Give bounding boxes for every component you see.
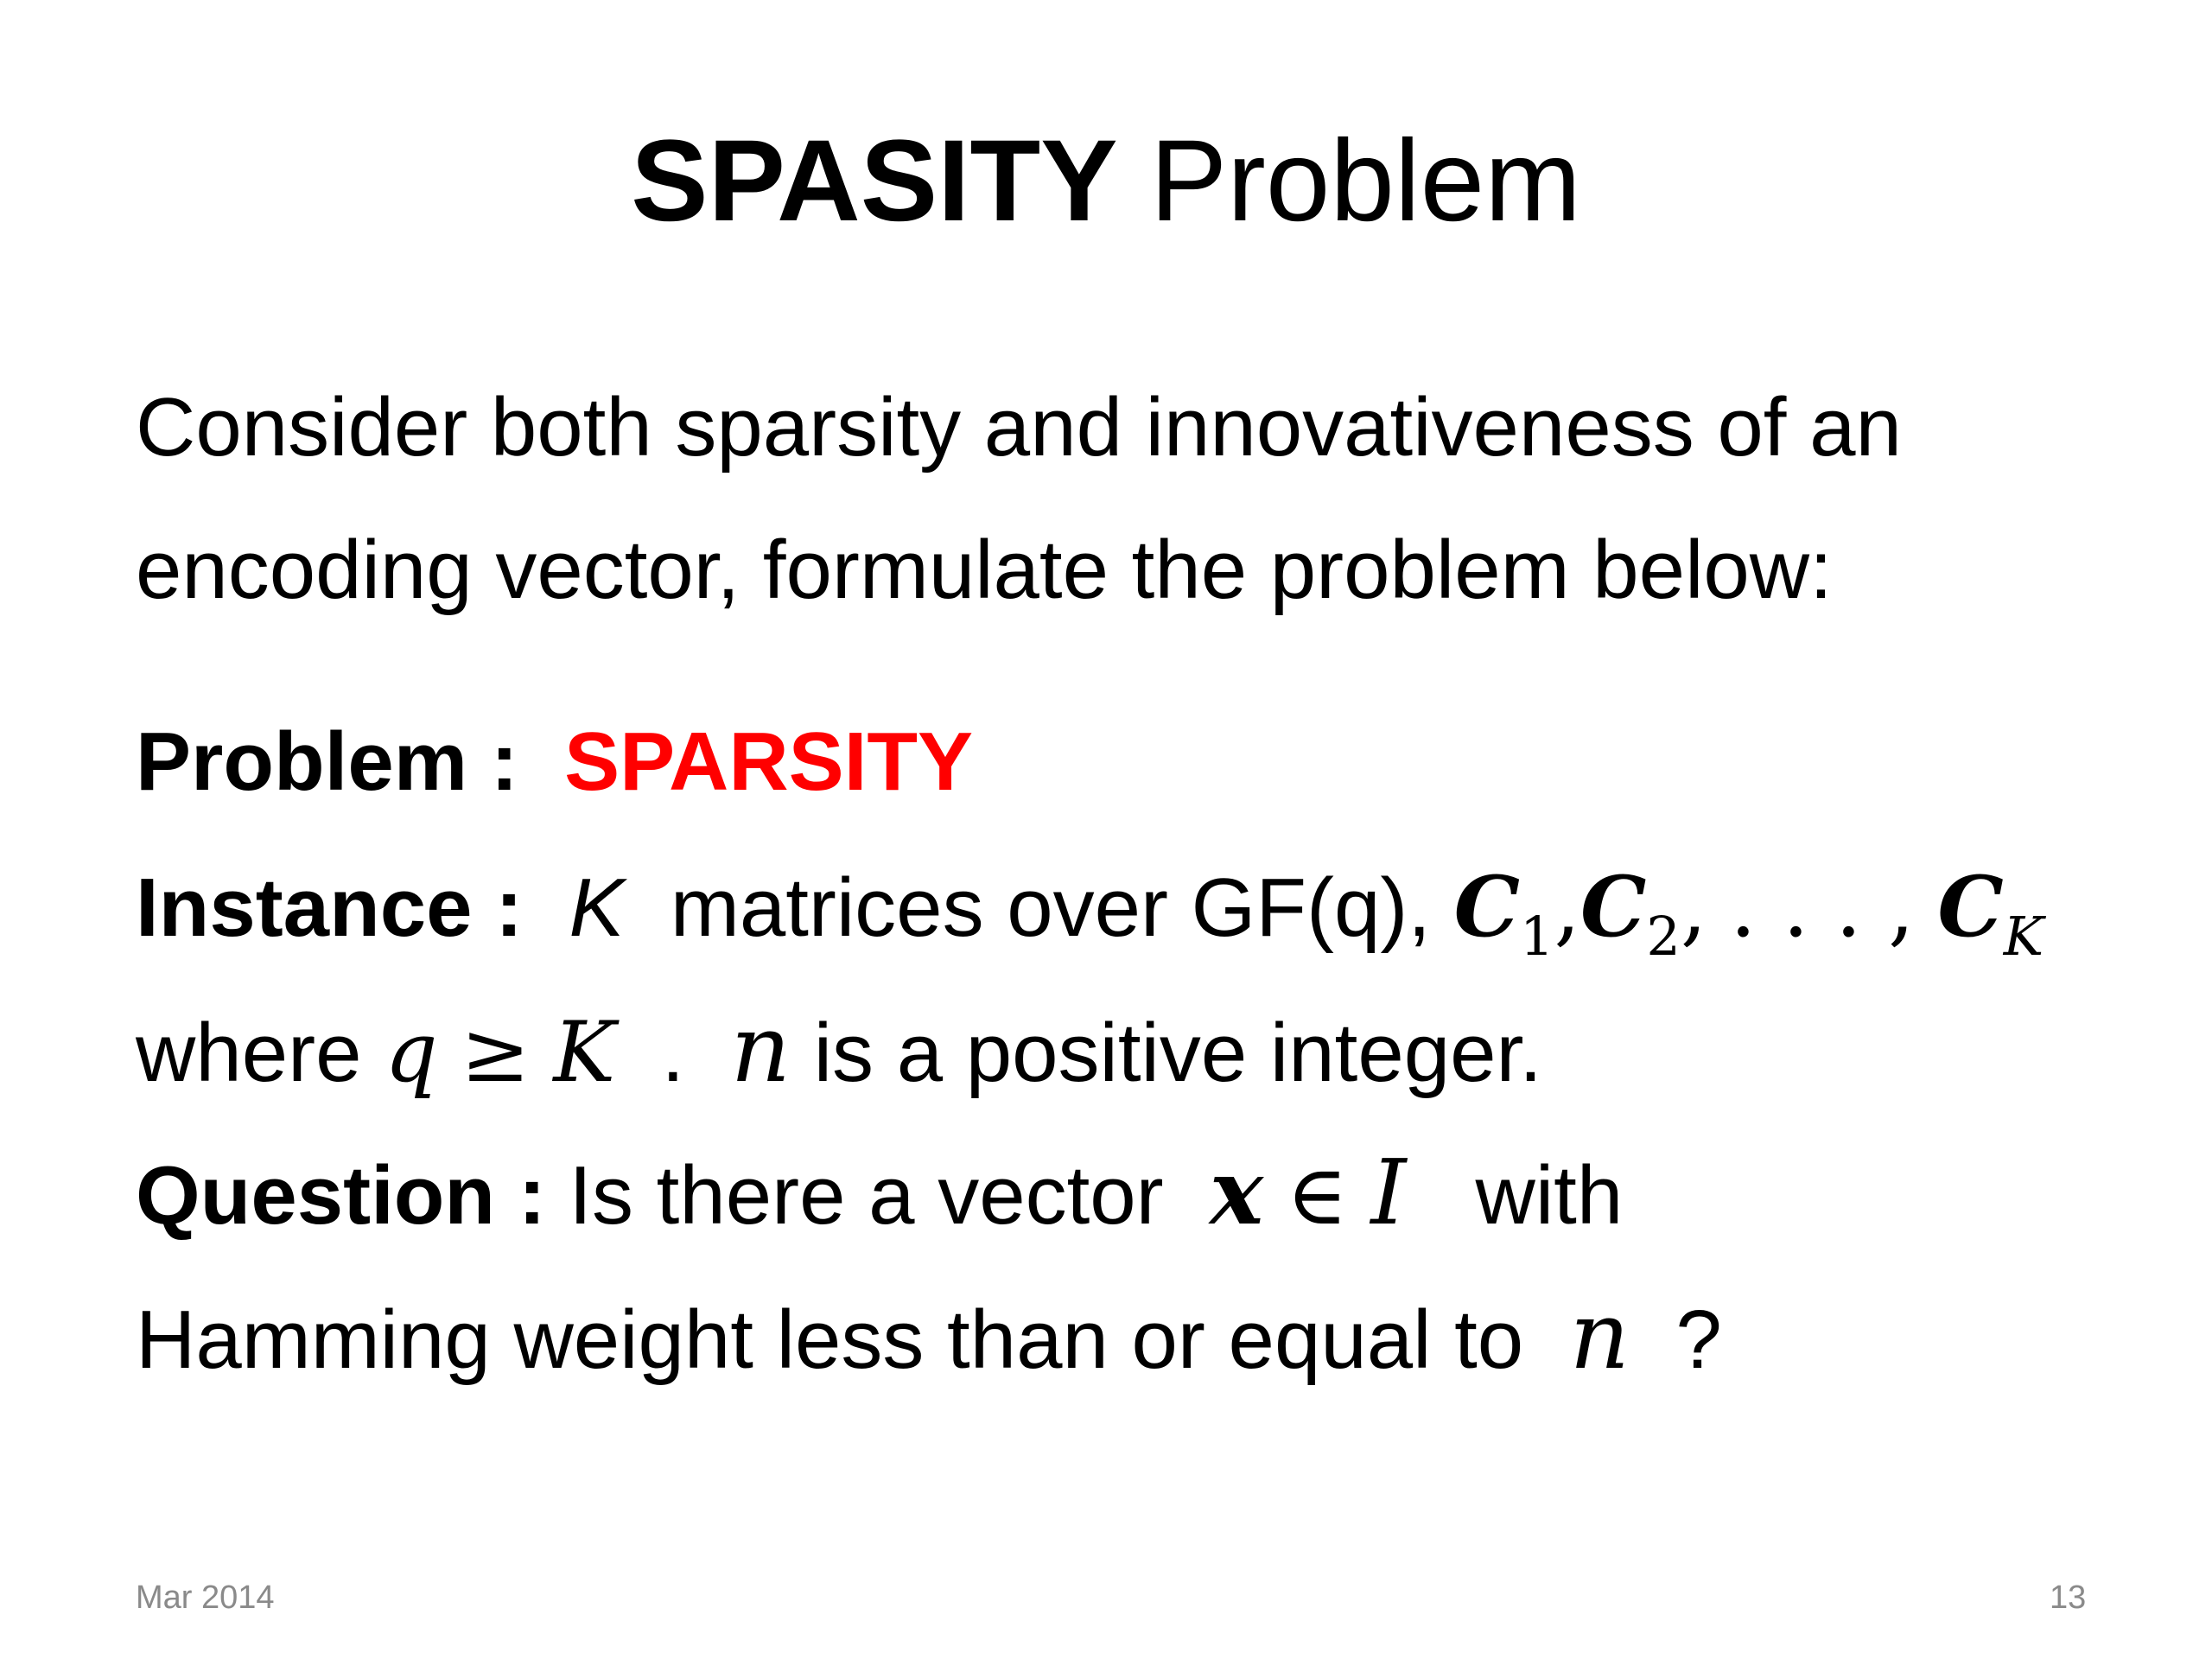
instance-text: matrices over GF(q), — [670, 861, 1431, 954]
intro-line-1: Consider both sparsity and innovativeness of an — [136, 381, 1902, 474]
title-bold: SPASITY — [631, 117, 1118, 245]
sub-k: K — [2003, 905, 2044, 968]
math-geq: ≥ — [461, 1004, 531, 1101]
math-in: ∈ — [1286, 1147, 1348, 1243]
problem-name: SPARSITY — [564, 715, 974, 808]
with-text: with — [1475, 1149, 1624, 1242]
problem-label: Problem : — [136, 715, 518, 808]
slide-title — [0, 112, 2212, 251]
footer-date: Mar 2014 — [136, 1580, 275, 1616]
math-q: q — [385, 1004, 438, 1101]
math-n: n — [730, 995, 791, 1103]
instance-line — [136, 855, 2044, 969]
question-text: Is there a vector — [569, 1149, 1164, 1242]
sub-2: 2 — [1646, 905, 1681, 968]
comma-2: , — [1680, 859, 1707, 956]
footer-page-number: 13 — [2050, 1580, 2087, 1616]
question-label: Question : — [136, 1149, 546, 1242]
math-k: K — [553, 1004, 616, 1101]
math-c2: C — [1580, 858, 1647, 956]
problem-line — [136, 710, 973, 814]
comma-1: , — [1554, 859, 1581, 956]
instance-k: K — [569, 861, 625, 954]
math-c1: C — [1453, 858, 1521, 956]
sub-1: 1 — [1520, 905, 1554, 968]
ellipsis: . . . , — [1730, 859, 1915, 956]
intro-line-2: encoding vector, formulate the problem below: — [136, 524, 1833, 616]
math-i: I — [1370, 1140, 1407, 1245]
question-mark: ? — [1675, 1294, 1722, 1386]
math-ck: C — [1937, 858, 2004, 956]
question-line — [136, 1141, 1623, 1248]
math-x: x — [1209, 1139, 1263, 1245]
where-line — [136, 995, 1542, 1105]
positive-text: is a positive integer. — [813, 1007, 1542, 1099]
where-text: where — [136, 1007, 362, 1099]
instance-label: Instance : — [136, 861, 524, 954]
hamming-line — [136, 1282, 1722, 1392]
title-rest: Problem — [1117, 117, 1581, 245]
period: . — [661, 1007, 685, 1099]
math-n2: n — [1569, 1282, 1630, 1390]
hamming-text: Hamming weight less than or equal to — [136, 1294, 1524, 1386]
